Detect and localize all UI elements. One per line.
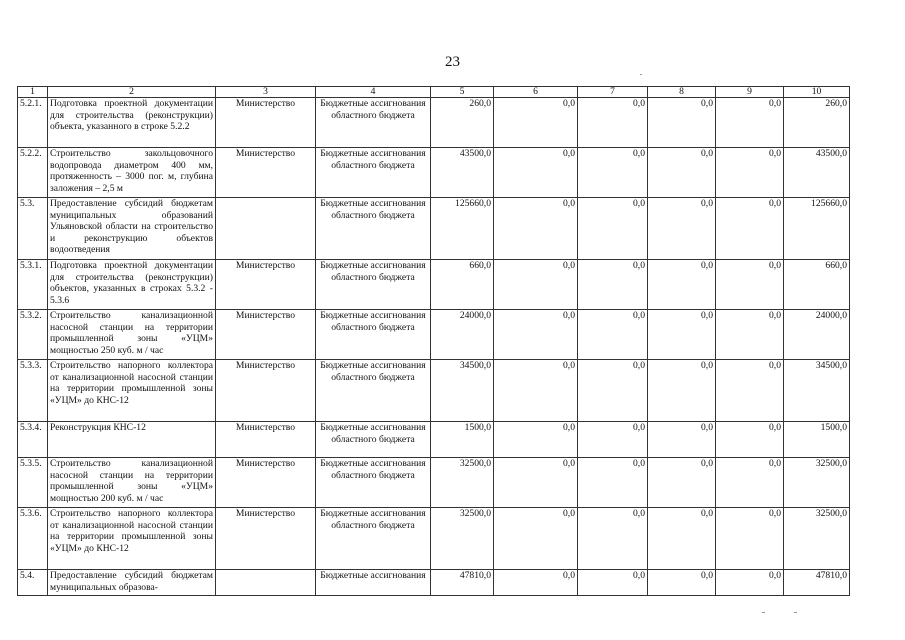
- amount-cell: 0,0: [716, 98, 784, 148]
- scan-speck: [762, 612, 765, 613]
- row-number: 5.2.1.: [18, 98, 48, 148]
- executor-cell: [216, 570, 316, 596]
- amount-cell: 32500,0: [784, 458, 850, 508]
- amount-cell: 24000,0: [784, 310, 850, 360]
- amount-cell: 1500,0: [431, 422, 494, 458]
- table-row: [18, 360, 850, 422]
- amount-cell: 125660,0: [431, 198, 494, 260]
- measure-name: Строительство канализационной насосной станции на территории промышленной зоны «УЦМ» мощностью 250 куб. м / час: [48, 310, 216, 360]
- row-number: 5.3.1.: [18, 260, 48, 310]
- row-number: 5.4.: [18, 570, 48, 596]
- header-row: [18, 87, 850, 98]
- amount-cell: 0,0: [578, 98, 648, 148]
- amount-cell: 34500,0: [784, 360, 850, 422]
- row-number: 5.3.3.: [18, 360, 48, 422]
- funding-source-cell: Бюджетные ассигнования областного бюджета: [316, 508, 431, 570]
- amount-cell: 660,0: [784, 260, 850, 310]
- funding-source-cell: Бюджетные ассигнования областного бюджета: [316, 310, 431, 360]
- executor-cell: Министерство: [216, 260, 316, 310]
- measure-name: Строительство канализационной насосной станции на территории промышленной зоны «УЦМ» мощностью 200 куб. м / час: [48, 458, 216, 508]
- executor-cell: Министерство: [216, 360, 316, 422]
- column-header: 7: [578, 87, 648, 98]
- amount-cell: 260,0: [431, 98, 494, 148]
- amount-cell: 0,0: [494, 310, 578, 360]
- funding-source-cell: Бюджетные ассигнования: [316, 570, 431, 596]
- amount-cell: 0,0: [578, 458, 648, 508]
- amount-cell: 0,0: [578, 198, 648, 260]
- row-number: 5.3.5.: [18, 458, 48, 508]
- row-number: 5.3.4.: [18, 422, 48, 458]
- executor-cell: Министерство: [216, 458, 316, 508]
- executor-cell: Министерство: [216, 310, 316, 360]
- row-number: 5.3.6.: [18, 508, 48, 570]
- amount-cell: 0,0: [578, 260, 648, 310]
- amount-cell: 0,0: [716, 458, 784, 508]
- amount-cell: 0,0: [716, 148, 784, 198]
- scan-speck: [640, 74, 642, 75]
- column-header: 6: [494, 87, 578, 98]
- column-header: 10: [784, 87, 850, 98]
- executor-cell: Министерство: [216, 508, 316, 570]
- amount-cell: 47810,0: [784, 570, 850, 596]
- amount-cell: 0,0: [494, 508, 578, 570]
- amount-cell: 0,0: [494, 360, 578, 422]
- amount-cell: 43500,0: [431, 148, 494, 198]
- funding-source-cell: Бюджетные ассигнования областного бюджета: [316, 360, 431, 422]
- amount-cell: 0,0: [494, 148, 578, 198]
- amount-cell: 32500,0: [431, 458, 494, 508]
- amount-cell: 0,0: [648, 570, 716, 596]
- amount-cell: 0,0: [494, 198, 578, 260]
- amount-cell: 660,0: [431, 260, 494, 310]
- table-row: [18, 508, 850, 570]
- amount-cell: 1500,0: [784, 422, 850, 458]
- amount-cell: 0,0: [578, 310, 648, 360]
- measure-name: Предоставление субсидий бюджетам муниципальных образований Ульяновской области на строительство и реконструкцию объектов водоотведения: [48, 198, 216, 260]
- scan-speck: [794, 612, 797, 613]
- measure-name: Подготовка проектной документации для строительства (реконструкции) объекта, указанного в строке 5.2.2: [48, 98, 216, 148]
- measure-name: Реконструкция КНС-12: [48, 422, 216, 458]
- table-row: [18, 458, 850, 508]
- table-row: [18, 98, 850, 148]
- amount-cell: 43500,0: [784, 148, 850, 198]
- measure-name: Строительство напорного коллектора от канализационной насосной станции на территории промышленной зоны «УЦМ» до КНС-12: [48, 360, 216, 422]
- table-row: [18, 198, 850, 260]
- page-number: 23: [445, 54, 460, 70]
- amount-cell: 0,0: [716, 508, 784, 570]
- amount-cell: 0,0: [716, 260, 784, 310]
- amount-cell: 0,0: [494, 570, 578, 596]
- funding-source-cell: Бюджетные ассигнования областного бюджета: [316, 260, 431, 310]
- column-header: 1: [18, 87, 48, 98]
- amount-cell: 0,0: [716, 422, 784, 458]
- amount-cell: 0,0: [578, 570, 648, 596]
- amount-cell: 0,0: [648, 148, 716, 198]
- amount-cell: 0,0: [648, 360, 716, 422]
- amount-cell: 0,0: [494, 98, 578, 148]
- funding-source-cell: Бюджетные ассигнования областного бюджета: [316, 98, 431, 148]
- column-header: 5: [431, 87, 494, 98]
- row-number: 5.3.2.: [18, 310, 48, 360]
- amount-cell: 0,0: [716, 310, 784, 360]
- amount-cell: 0,0: [648, 458, 716, 508]
- amount-cell: 0,0: [494, 458, 578, 508]
- amount-cell: 0,0: [578, 508, 648, 570]
- amount-cell: 0,0: [648, 260, 716, 310]
- amount-cell: 0,0: [716, 570, 784, 596]
- amount-cell: 0,0: [494, 422, 578, 458]
- table-row: [18, 148, 850, 198]
- column-header: 9: [716, 87, 784, 98]
- column-header: 8: [648, 87, 716, 98]
- column-header: 3: [216, 87, 316, 98]
- row-number: 5.3.: [18, 198, 48, 260]
- amount-cell: 0,0: [716, 198, 784, 260]
- amount-cell: 0,0: [578, 360, 648, 422]
- measure-name: Подготовка проектной документации для строительства (реконструкции) объектов, указанных в строках 5.3.2 - 5.3.6: [48, 260, 216, 310]
- amount-cell: 0,0: [648, 310, 716, 360]
- amount-cell: 125660,0: [784, 198, 850, 260]
- amount-cell: 0,0: [716, 360, 784, 422]
- amount-cell: 0,0: [648, 508, 716, 570]
- column-header: 2: [48, 87, 216, 98]
- measure-name: Предоставление субсидий бюджетам муниципальных образова-: [48, 570, 216, 596]
- executor-cell: [216, 198, 316, 260]
- funding-source-cell: Бюджетные ассигнования областного бюджета: [316, 458, 431, 508]
- amount-cell: 0,0: [578, 422, 648, 458]
- amount-cell: 260,0: [784, 98, 850, 148]
- amount-cell: 34500,0: [431, 360, 494, 422]
- table-row: [18, 260, 850, 310]
- executor-cell: Министерство: [216, 422, 316, 458]
- amount-cell: 47810,0: [431, 570, 494, 596]
- amount-cell: 24000,0: [431, 310, 494, 360]
- amount-cell: 32500,0: [784, 508, 850, 570]
- table-row: [18, 310, 850, 360]
- executor-cell: Министерство: [216, 98, 316, 148]
- executor-cell: Министерство: [216, 148, 316, 198]
- table-row: [18, 570, 850, 596]
- row-number: 5.2.2.: [18, 148, 48, 198]
- amount-cell: 0,0: [648, 422, 716, 458]
- measure-name: Строительство закольцовочного водопровода диаметром 400 мм, протяженность – 3000 пог. м, глубина заложения – 2,5 м: [48, 148, 216, 198]
- amount-cell: 0,0: [494, 260, 578, 310]
- amount-cell: 0,0: [578, 148, 648, 198]
- amount-cell: 32500,0: [431, 508, 494, 570]
- funding-source-cell: Бюджетные ассигнования областного бюджета: [316, 148, 431, 198]
- funding-source-cell: Бюджетные ассигнования областного бюджета: [316, 422, 431, 458]
- column-header: 4: [316, 87, 431, 98]
- measure-name: Строительство напорного коллектора от канализационной насосной станции на территории промышленной зоны «УЦМ» до КНС-12: [48, 508, 216, 570]
- amount-cell: 0,0: [648, 98, 716, 148]
- funding-source-cell: Бюджетные ассигнования областного бюджета: [316, 198, 431, 260]
- amount-cell: 0,0: [648, 198, 716, 260]
- table-row: [18, 422, 850, 458]
- budget-table: [17, 86, 850, 596]
